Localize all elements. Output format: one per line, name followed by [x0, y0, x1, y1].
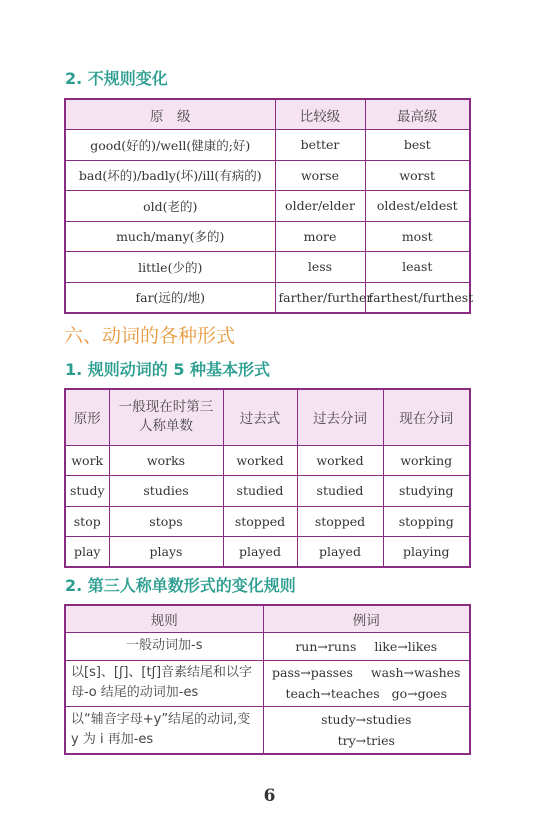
example-cell [263, 706, 470, 754]
table-row [65, 191, 470, 222]
rule-cell: 以“辅音字母+y”结尾的动词,变 y 为 i 再加-es [65, 706, 263, 754]
example-word: teach→teaches [285, 686, 380, 701]
table-cell: least [365, 252, 470, 283]
table-row [65, 252, 470, 283]
header-cell: 原 级 [65, 99, 275, 130]
table-header-row [65, 389, 470, 445]
table-cell: stops [109, 506, 223, 537]
table-cell: stop [65, 506, 109, 537]
table-cell: farther/further [275, 282, 365, 313]
table-cell: work [65, 445, 109, 476]
table-row [65, 660, 470, 706]
table-row [65, 476, 470, 507]
table-row [65, 282, 470, 313]
table-cell: stopped [223, 506, 297, 537]
heading-irregular: 2. 不规则变化 [65, 69, 168, 88]
table-cell: farthest/furthest [365, 282, 470, 313]
header-cell: 一般现在时第三人称单数 [109, 389, 223, 445]
example-word: pass→passes [272, 665, 353, 680]
header-cell: 比较级 [275, 99, 365, 130]
table-cell: studied [297, 476, 383, 507]
table-cell: studied [223, 476, 297, 507]
header-cell: 最高级 [365, 99, 470, 130]
table-cell: more [275, 221, 365, 252]
table-row [65, 706, 470, 754]
verb-forms-table [64, 388, 471, 568]
example-word: run→runs [295, 638, 357, 654]
heading-verb-forms: 六、动词的各种形式 [64, 325, 236, 347]
example-word: like→likes [374, 638, 438, 654]
table-row [65, 221, 470, 252]
example-word: wash→washes [370, 665, 461, 680]
table-cell: studying [383, 476, 470, 507]
table-cell: playing [383, 537, 470, 568]
table-cell: works [109, 445, 223, 476]
page-number: 6 [263, 786, 276, 806]
example-cell [263, 632, 470, 660]
header-cell: 过去式 [223, 389, 297, 445]
table-cell: bad(坏的)/badly(坏)/ill(有病的) [65, 160, 275, 191]
table-cell: far(远的/地) [65, 282, 275, 313]
third-person-rules-table [64, 604, 471, 755]
table-header-row [65, 605, 470, 632]
table-row [65, 445, 470, 476]
header-cell: 原形 [65, 389, 109, 445]
table-row [65, 130, 470, 161]
table-cell: little(少的) [65, 252, 275, 283]
header-cell: 过去分词 [297, 389, 383, 445]
table-cell: worked [223, 445, 297, 476]
rule-cell: 以[s]、[ʃ]、[tʃ]音素结尾和以字母-o 结尾的动词加-es [65, 660, 263, 706]
example-word: try→tries [337, 732, 395, 748]
heading-third-person-rules: 2. 第三人称单数形式的变化规则 [65, 576, 296, 595]
irregular-comparison-table [64, 98, 474, 314]
table-cell: studies [109, 476, 223, 507]
table-cell: worked [297, 445, 383, 476]
heading-five-forms: 1. 规则动词的 5 种基本形式 [65, 360, 271, 379]
table-cell: much/many(多的) [65, 221, 275, 252]
table-header-row [65, 99, 470, 130]
table-row [65, 537, 470, 568]
table-cell: working [383, 445, 470, 476]
table-cell: play [65, 537, 109, 568]
header-cell: 例词 [263, 605, 470, 632]
table-cell: worse [275, 160, 365, 191]
table-cell: most [365, 221, 470, 252]
table-cell: best [365, 130, 470, 161]
table-cell: plays [109, 537, 223, 568]
table-cell: good(好的)/well(健康的;好) [65, 130, 275, 161]
table-cell: old(老的) [65, 191, 275, 222]
example-word: study→studies [321, 711, 412, 727]
header-cell: 现在分词 [383, 389, 470, 445]
rule-cell: 一般动词加-s [65, 632, 263, 660]
example-cell [263, 660, 470, 706]
table-cell: better [275, 130, 365, 161]
table-cell: older/elder [275, 191, 365, 222]
table-cell: played [297, 537, 383, 568]
table-cell: stopped [297, 506, 383, 537]
table-cell: played [223, 537, 297, 568]
table-cell: worst [365, 160, 470, 191]
table-row [65, 160, 470, 191]
table-row [65, 506, 470, 537]
table-cell: less [275, 252, 365, 283]
example-word: go→goes [391, 686, 447, 701]
table-cell: study [65, 476, 109, 507]
table-cell: oldest/eldest [365, 191, 470, 222]
header-cell: 规则 [65, 605, 263, 632]
table-row [65, 632, 470, 660]
table-cell: stopping [383, 506, 470, 537]
